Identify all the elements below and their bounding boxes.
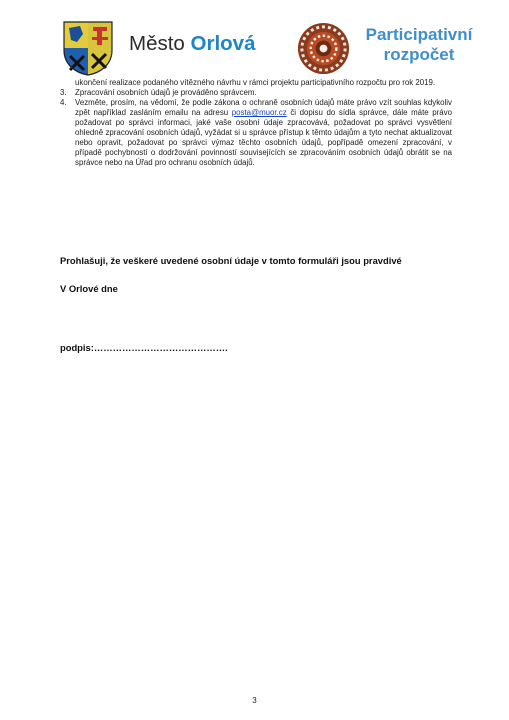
declaration-text: Prohlašuji, že veškeré uvedené osobní údaje v tomto formuláři jsou pravdivé — [60, 255, 402, 266]
list-item-number: 3. — [60, 88, 67, 97]
list-item-text-after: či dopisu do sídla správce, dále máte právo požadovat po správci informaci, jaké vaše osobní údaje zpracovává, požadovat po správci vysvětlení ohledně zpracování osobních údajů, vyžádat si u správce přístup k těmto údajům a tyto nechat aktualizovat nebo opravit, požadovat po správci výmaz těchto osobních údajů, popřípadě omezení zpracování, v případě pochybností o dodržování povinností souvisejících se zpracováním osobních údajů obrátit se na správce nebo na Úřad pro ochranu osobních údajů. — [75, 108, 453, 167]
list-item-number: 4. — [60, 98, 67, 107]
city-coat-of-arms-icon — [62, 20, 114, 76]
consent-list — [60, 88, 452, 168]
program-title-line1: Participativní — [365, 25, 473, 44]
list-item — [60, 98, 452, 168]
city-name-word2: Orlová — [190, 32, 256, 55]
email-link[interactable]: posta@muor.cz — [231, 108, 287, 117]
consent-text — [60, 78, 452, 168]
signature-line: podpis:……………………………………. — [60, 342, 228, 353]
city-name-word1: Město — [129, 32, 185, 55]
program-title-line2: rozpočet — [383, 45, 455, 64]
continued-paragraph: ukončení realizace podaného vítězného návrhu v rámci projektu participativního rozpočtu pro rok 2019. — [75, 78, 436, 87]
program-title — [355, 25, 483, 65]
page-number: 3 — [252, 696, 257, 705]
list-item-text: Zpracování osobních údajů je prováděno správcem. — [75, 88, 257, 97]
place-date-label: V Orlové dne — [60, 283, 118, 294]
city-name — [129, 34, 255, 55]
list-item — [60, 88, 452, 98]
participatory-budget-emblem-icon — [296, 21, 351, 76]
list-item-text-before: Vezměte, prosím, na vědomí, že podle zákona o ochraně osobních údajů máte právo vzít souhlas kdykoliv zpět například zasláním emailu na adresu — [75, 98, 452, 117]
document-header — [0, 0, 509, 80]
